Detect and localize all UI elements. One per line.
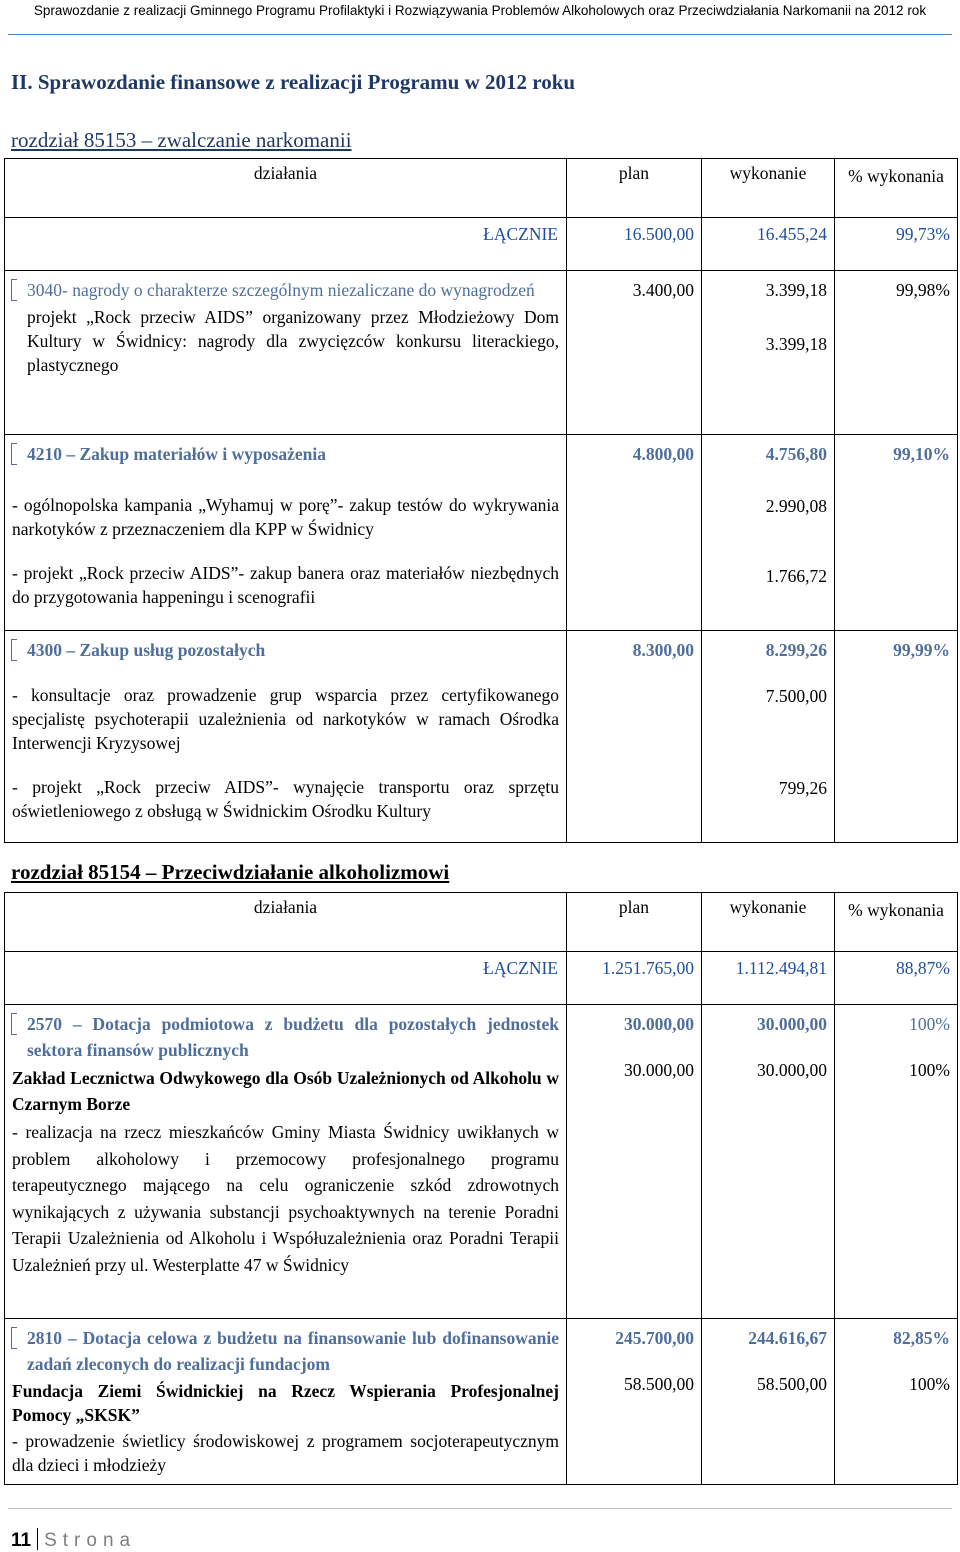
total-percent: 88,87%: [835, 952, 958, 1005]
category-cell: [5, 631, 567, 843]
item-execution: 3.399,18: [765, 334, 827, 354]
category-row: [5, 1319, 958, 1485]
category-marker: [11, 1013, 17, 1035]
category-item: projekt „Rock przeciw AIDS” organizowany przez Młodzieżowy Dom Kultury w Świdnicy: nagrody dla zwycięzców konkursu literackiego, plastycznego: [27, 307, 559, 375]
category-item: - projekt „Rock przeciw AIDS”- zakup banera oraz materiałów niezbędnych do przygotowania happeningu i scenografii: [12, 563, 559, 607]
org-plan: 58.500,00: [624, 1374, 694, 1394]
category-cell: [5, 1005, 567, 1319]
category-plan: 4.800,00: [632, 444, 694, 464]
category-percent: 99,98%: [896, 280, 950, 300]
category-execution: 8.299,26: [765, 640, 827, 660]
category-row: [5, 1005, 958, 1319]
col-header-actions: działania: [5, 159, 567, 218]
category-title: 4300 – Zakup usług pozostałych: [27, 640, 266, 660]
category-percent: 100%: [909, 1014, 950, 1034]
category-marker: [11, 1327, 17, 1349]
col-header-execution: wykonanie: [702, 893, 835, 952]
page-title: II. Sprawozdanie finansowe z realizacji Programu w 2012 roku: [11, 70, 576, 94]
organization-name: Zakład Lecznictwa Odwykowego dla Osób Uzależnionych od Alkoholu w Czarnym Borze: [12, 1068, 559, 1114]
category-item: - projekt „Rock przeciw AIDS”- wynajęcie transportu oraz sprzętu oświetleniowego z obsługą w Świdnickim Ośrodku Kultury: [12, 777, 559, 821]
category-plan-cell: [567, 631, 702, 843]
total-plan: 16.500,00: [567, 218, 702, 271]
category-marker: [11, 443, 17, 465]
category-execution-cell: [702, 1319, 835, 1485]
item-execution: 2.990,08: [765, 496, 827, 516]
table-header-row: [5, 893, 958, 952]
item-execution: 1.766,72: [765, 566, 827, 586]
category-execution: 244.616,67: [748, 1328, 827, 1348]
category-percent-cell: [835, 631, 958, 843]
category-percent-cell: [835, 1005, 958, 1319]
category-plan-cell: [567, 1319, 702, 1485]
category-execution: 4.756,80: [765, 444, 827, 464]
footer-separator: [37, 1528, 38, 1550]
category-execution-cell: [702, 271, 835, 435]
category-percent-cell: [835, 271, 958, 435]
col-header-plan: plan: [567, 159, 702, 218]
total-percent: 99,73%: [835, 218, 958, 271]
category-marker: [11, 639, 17, 661]
finance-table-85153: [4, 158, 958, 843]
org-percent: 100%: [909, 1374, 950, 1394]
total-label: ŁĄCZNIE: [5, 952, 567, 1005]
category-plan: 8.300,00: [632, 640, 694, 660]
header-rule: [8, 34, 952, 35]
category-plan-cell: [567, 435, 702, 631]
col-header-percent: % wykonania: [835, 159, 958, 218]
col-header-actions: działania: [5, 893, 567, 952]
total-label: ŁĄCZNIE: [5, 218, 567, 271]
page-word: Strona: [44, 1530, 137, 1551]
total-execution: 1.112.494,81: [702, 952, 835, 1005]
section-heading-85153: rozdział 85153 – zwalczanie narkomanii: [11, 128, 352, 152]
category-execution-cell: [702, 435, 835, 631]
total-row: [5, 952, 958, 1005]
item-execution: 799,26: [778, 778, 827, 798]
organization-name: Fundacja Ziemi Świdnickiej na Rzecz Wspierania Profesjonalnej Pomocy „SKSK”: [12, 1381, 559, 1425]
item-execution: 7.500,00: [765, 686, 827, 706]
category-cell: [5, 1319, 567, 1485]
category-execution-cell: [702, 631, 835, 843]
category-plan: 3.400,00: [632, 280, 694, 300]
finance-table-85154: [4, 892, 958, 1485]
category-item: - ogólnopolska kampania „Wyhamuj w porę”- zakup testów do wykrywania narkotyków z przeznaczeniem dla KPP w Świdnicy: [12, 495, 559, 539]
category-title: 2810 – Dotacja celowa z budżetu na finansowanie lub dofinansowanie zadań zleconych do realizacji fundacjom: [27, 1328, 559, 1374]
category-percent-cell: [835, 1319, 958, 1485]
category-plan: 245.700,00: [615, 1328, 694, 1348]
page-footer: [11, 1528, 136, 1552]
category-plan: 30.000,00: [624, 1014, 694, 1034]
running-header-title: Sprawozdanie z realizacji Gminnego Programu Profilaktyki i Rozwiązywania Problemów Alkoholowych oraz Przeciwdziałania Narkomanii na 2012 rok: [33, 3, 927, 18]
org-percent: 100%: [909, 1060, 950, 1080]
category-title: 3040- nagrody o charakterze szczególnym niezaliczane do wynagrodzeń: [27, 280, 535, 300]
total-execution: 16.455,24: [702, 218, 835, 271]
org-execution: 58.500,00: [757, 1374, 827, 1394]
category-row: [5, 631, 958, 843]
category-percent: 99,99%: [893, 640, 950, 660]
section-heading-85154: rozdział 85154 – Przeciwdziałanie alkoholizmowi: [11, 860, 450, 884]
total-plan: 1.251.765,00: [567, 952, 702, 1005]
category-marker: [11, 279, 17, 301]
total-row: [5, 218, 958, 271]
category-execution-cell: [702, 1005, 835, 1319]
category-percent: 82,85%: [893, 1328, 950, 1348]
category-title: 4210 – Zakup materiałów i wyposażenia: [27, 444, 326, 464]
category-row: [5, 435, 958, 631]
page-number: 11: [11, 1530, 32, 1551]
category-plan-cell: [567, 271, 702, 435]
running-header: [0, 0, 960, 34]
footer-rule: [8, 1508, 952, 1509]
category-plan-cell: [567, 1005, 702, 1319]
table-header-row: [5, 159, 958, 218]
org-execution: 30.000,00: [757, 1060, 827, 1080]
category-description: - prowadzenie świetlicy środowiskowej z programem socjoterapeutycznym dla dzieci i młodzieży: [12, 1431, 559, 1475]
col-header-plan: plan: [567, 893, 702, 952]
category-title: 2570 – Dotacja podmiotowa z budżetu dla pozostałych jednostek sektora finansów publicznych: [27, 1014, 559, 1060]
category-percent-cell: [835, 435, 958, 631]
org-plan: 30.000,00: [624, 1060, 694, 1080]
col-header-execution: wykonanie: [702, 159, 835, 218]
category-description: - realizacja na rzecz mieszkańców Gminy Miasta Świdnicy uwikłanych w problem alkoholowy i przemocowy profesjonalnego programu terapeutycznego mającego na celu ograniczenie szkód zdrowotnych wynikających z używania substancji psychoaktywnych na terenie Poradni Terapii Uzależnienia od Alkoholu i Współuzależnienia oraz Poradni Terapii Uzależnień przy ul. Westerplatte 47 w Świdnicy: [12, 1122, 559, 1275]
category-cell: [5, 271, 567, 435]
col-header-percent: % wykonania: [835, 893, 958, 952]
category-percent: 99,10%: [893, 444, 950, 464]
category-row: [5, 271, 958, 435]
category-execution: 3.399,18: [765, 280, 827, 300]
category-cell: [5, 435, 567, 631]
category-execution: 30.000,00: [757, 1014, 827, 1034]
category-item: - konsultacje oraz prowadzenie grup wsparcia przez certyfikowanego specjalistę psychoterapii uzależnienia od narkotyków w ramach Ośrodka Interwencji Kryzysowej: [12, 685, 559, 753]
